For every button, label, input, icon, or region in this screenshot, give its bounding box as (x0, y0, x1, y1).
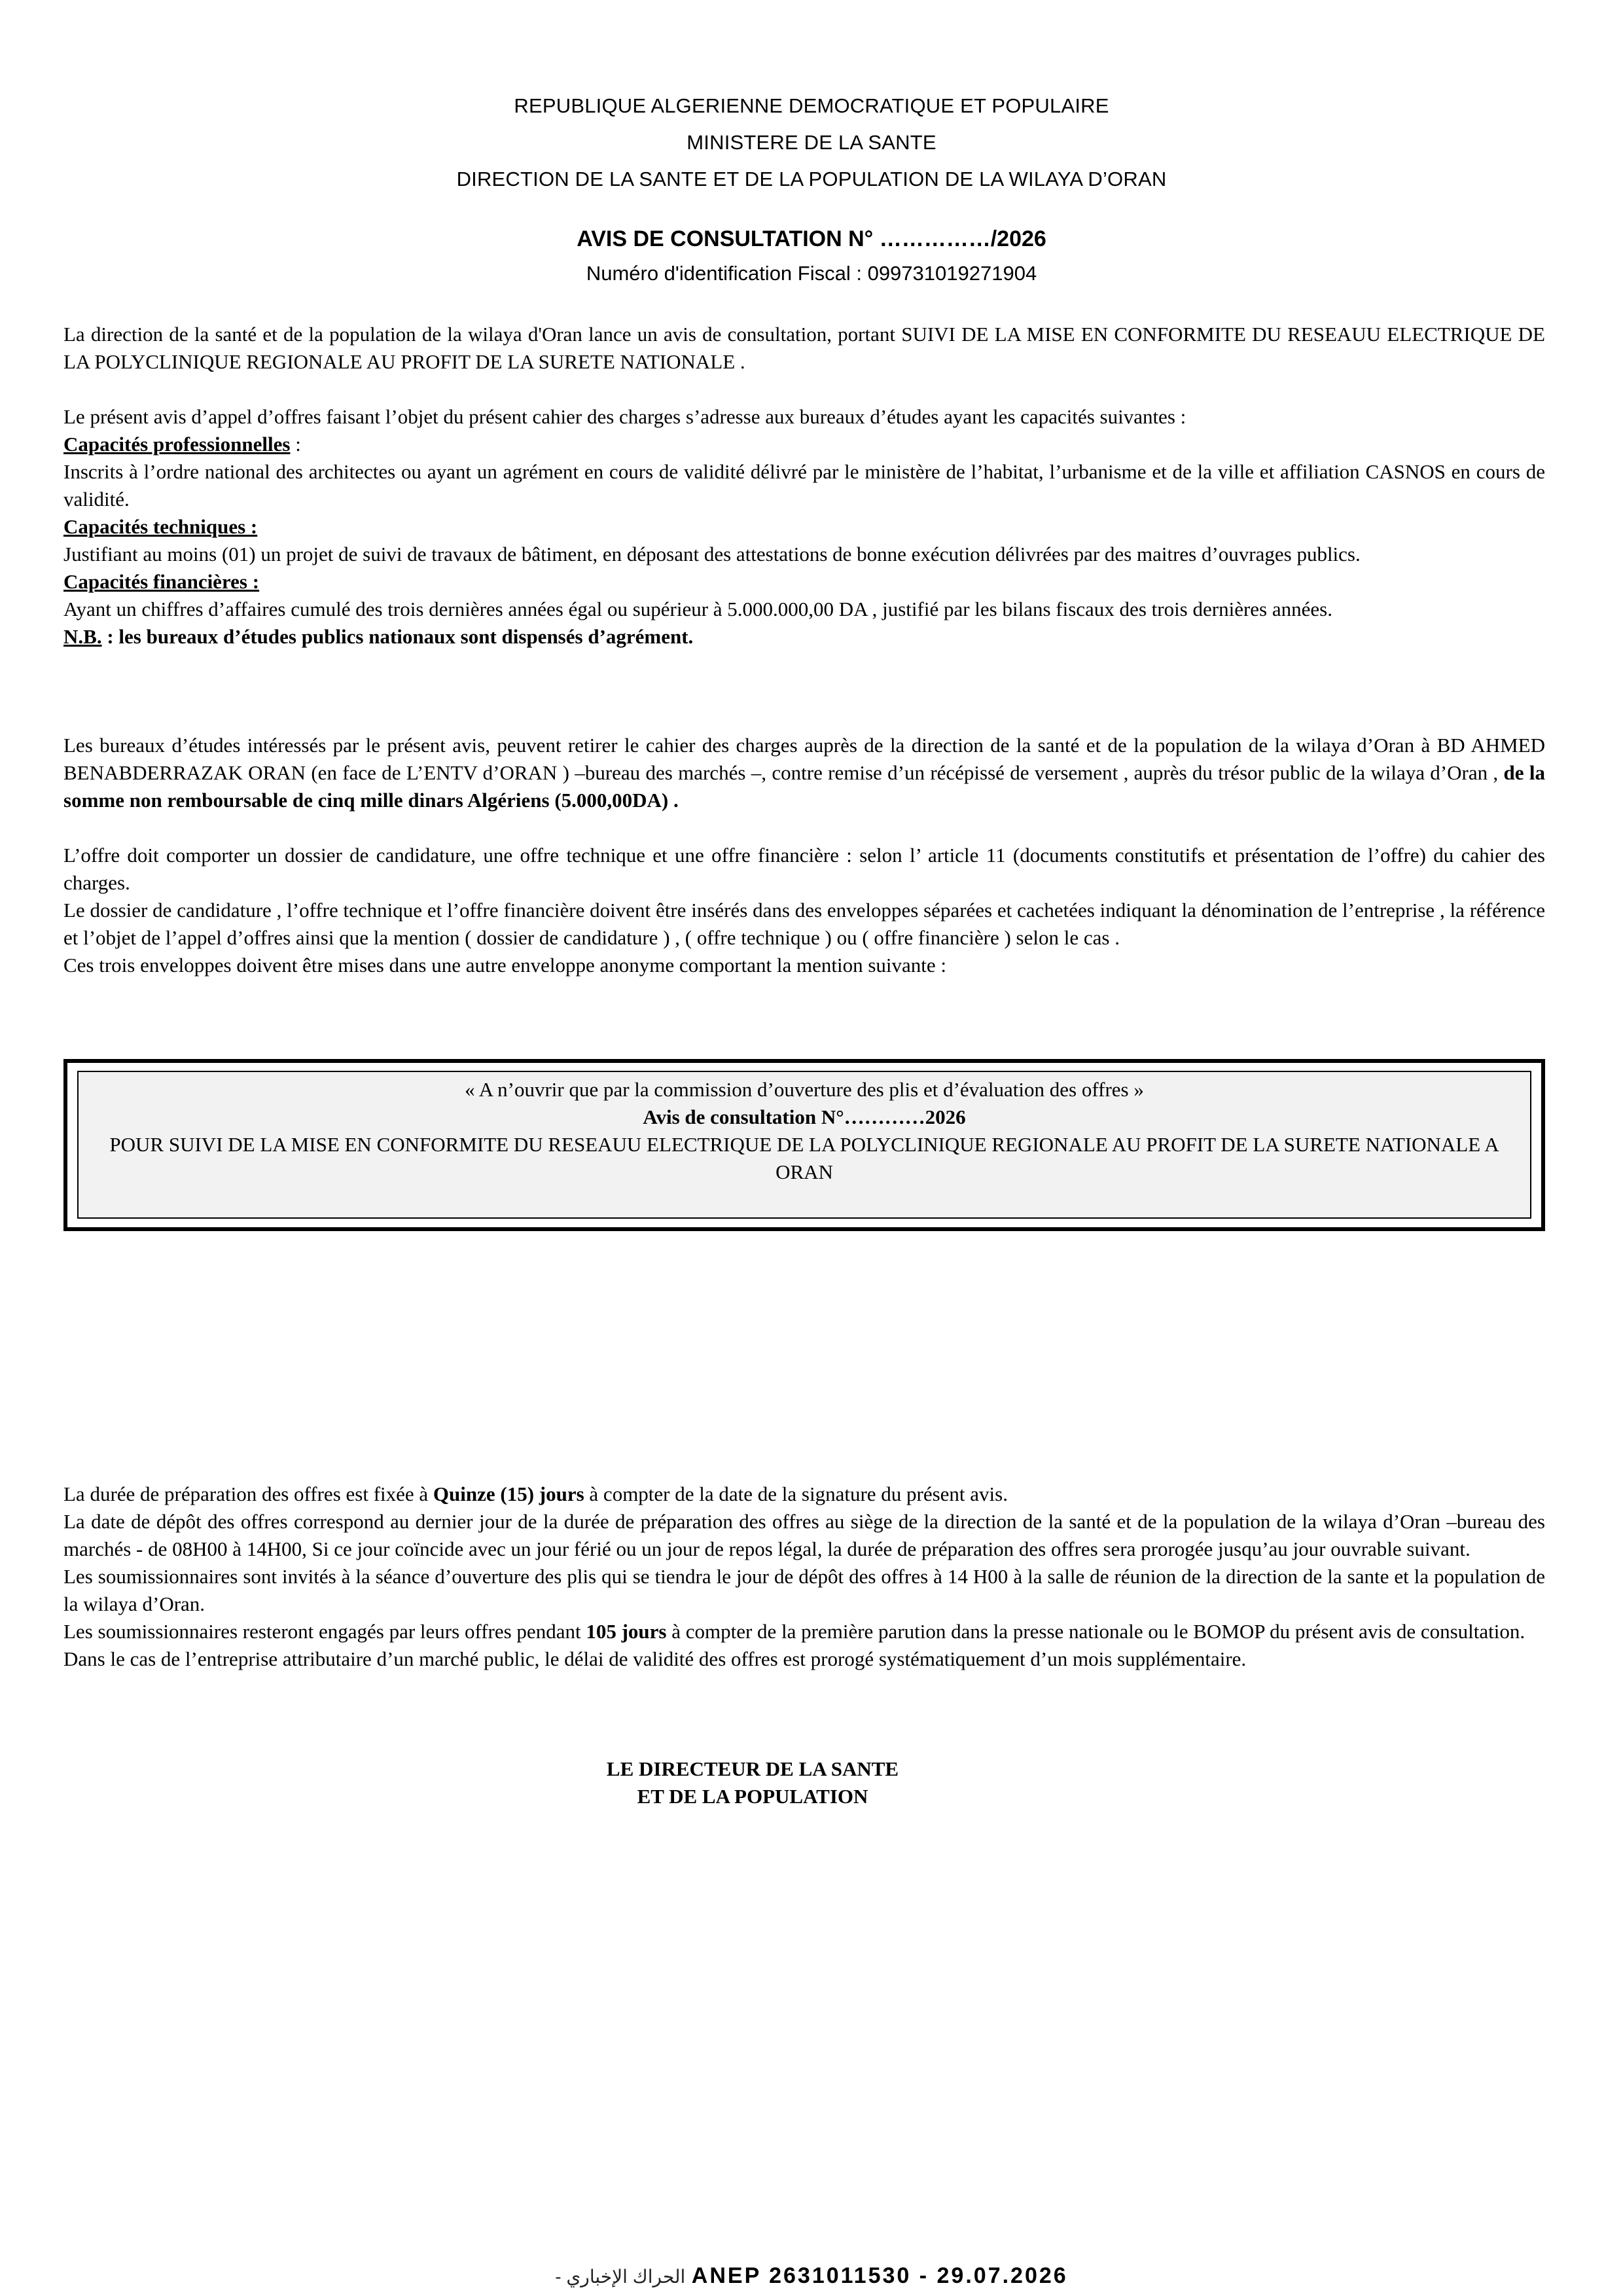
avis-title: AVIS DE CONSULTATION N° ……………/2026 (577, 226, 1046, 251)
offre-paragraph-1: L’offre doit comporter un dossier de candidature, une offre technique et une offre financière : selon l’ article 11 (documents constitutifs et présentation de l’offre) du cahier des charges. (63, 844, 1545, 894)
professional-capacities-title: Capacités professionnelles (63, 433, 291, 456)
capacities-intro: Le présent avis d’appel d’offres faisant l’objet du présent cahier des charges s’adresse aux bureaux d’études ayant les capacités suivantes : (63, 405, 1186, 428)
fiscal-id: Numéro d'identification Fiscal : 099731019271904 (586, 262, 1037, 285)
delais-p4-duration: 105 jours (586, 1620, 667, 1643)
delais-paragraph-2: La date de dépôt des offres correspond au dernier jour de la durée de préparation des offres au siège de la direction de la santé et de la population de la wilaya d’Oran –bureau des marchés - de 08H00 à 14H00, Si ce jour coïncide avec un jour férié ou un jour de repos légal, la durée de préparation des offres sera prorogée jusqu’au jour ouvrable suivant. (63, 1510, 1545, 1560)
signature-line-1: LE DIRECTEUR DE LA SANTE (606, 1757, 899, 1780)
header-ministry: MINISTERE DE LA SANTE (687, 131, 936, 154)
header-republic: REPUBLIQUE ALGERIENNE DEMOCRATIQUE ET POPULAIRE (514, 94, 1109, 117)
delais-p1-text-c: à compter de la date de la signature du présent avis. (584, 1482, 1008, 1505)
retrait-text: Les bureaux d’études intéressés par le présent avis, peuvent retirer le cahier des charges auprès de la direction de la santé et de la population de la wilaya d’Oran à BD AHMED BENABDERRAZAK ORAN (en face de L’ENTV d’ORAN ) –bureau des marchés –, contre remise d’un récépissé de versement , auprès du trésor public de la wilaya d’Oran , (63, 734, 1545, 784)
delais-section (63, 1480, 1545, 1673)
signature-block (458, 1755, 1047, 1810)
retrait-paragraph (63, 732, 1545, 814)
footer-reference (0, 2263, 1623, 2289)
envelope-line-1: « A n’ouvrir que par la commission d’ouverture des plis et d’évaluation des offres » (465, 1078, 1144, 1101)
nb-note (63, 623, 1545, 651)
financial-capacities-title: Capacités financières : (63, 570, 260, 593)
offre-paragraph-2: Le dossier de candidature , l’offre technique et l’offre financière doivent être insérés dans des enveloppes séparées et cachetées indiquant la dénomination de l’entreprise , la référence et l’objet de l’appel d’offres ainsi que la mention ( dossier de candidature ) , ( offre technique ) ou ( offre financière ) selon le cas . (63, 899, 1545, 949)
intro-paragraph: La direction de la santé et de la population de la wilaya d'Oran lance un avis de consultation, portant SUIVI DE LA MISE EN CONFORMITE DU RESEAUU ELECTRIQUE DE LA POLYCLINIQUE REGIONALE AU PROFIT DE LA SURETE NATIONALE . (63, 323, 1545, 373)
professional-capacities-text: Inscrits à l’ordre national des architectes ou ayant un agrément en cours de validité délivré par le ministère de l’habitat, l’urbanisme et de la ville et affiliation CASNOS en cours de validité. (63, 460, 1545, 511)
signature-line-2: ET DE LA POPULATION (637, 1785, 868, 1808)
envelope-mention (98, 1076, 1510, 1186)
capacities-section (63, 403, 1545, 651)
nb-text: : les bureaux d’études publics nationaux sont dispensés d’agrément. (101, 625, 694, 648)
technical-capacities-text: Justifiant au moins (01) un projet de suivi de travaux de bâtiment, en déposant des attestations de bonne exécution délivrées par des maitres d’ouvrages publics. (63, 543, 1361, 565)
technical-capacities-title: Capacités techniques : (63, 515, 258, 538)
envelope-line-3: POUR SUIVI DE LA MISE EN CONFORMITE DU RESEAUU ELECTRIQUE DE LA POLYCLINIQUE REGIONALE AU PROFIT DE LA SURETE NATIONALE A ORAN (109, 1133, 1499, 1183)
retrait-amount: de la somme non remboursable de cinq mille dinars Algériens (5.000,00DA) . (63, 761, 1545, 812)
delais-p4-text-c: à compter de la première parution dans la presse nationale ou le BOMOP du présent avis de consultation. (666, 1620, 1525, 1643)
envelope-line-2: Avis de consultation N°…………2026 (643, 1105, 966, 1128)
nb-label: N.B. (63, 625, 102, 648)
delais-p4-text-a: Les soumissionnaires resteront engagés par leurs offres pendant (63, 1620, 586, 1643)
professional-capacities-heading (63, 431, 1545, 458)
delais-paragraph-1 (63, 1480, 1545, 1508)
professional-capacities-colon: : (290, 433, 301, 456)
delais-paragraph-4 (63, 1618, 1545, 1645)
footer-newspaper-name: الحراك الإخباري - (555, 2267, 686, 2287)
delais-paragraph-3: Les soumissionnaires sont invités à la séance d’ouverture des plis qui se tiendra le jour de dépôt des offres à 14 H00 à la salle de réunion de la direction de la sante et la population de la wilaya d’Oran. (63, 1565, 1545, 1615)
footer-anep-ref: ANEP 2631011530 - 29.07.2026 (691, 2263, 1068, 2288)
financial-capacities-text: Ayant un chiffres d’affaires cumulé des trois dernières années égal ou supérieur à 5.000.000,00 DA , justifié par les bilans fiscaux des trois dernières années. (63, 598, 1332, 620)
delais-p1-duration: Quinze (15) jours (433, 1482, 584, 1505)
offre-section (63, 842, 1545, 979)
header-direction: DIRECTION DE LA SANTE ET DE LA POPULATION DE LA WILAYA D’ORAN (456, 168, 1167, 190)
delais-paragraph-5: Dans le cas de l’entreprise attributaire d’un marché public, le délai de validité des offres est prorogé systématiquement d’un mois supplémentaire. (63, 1647, 1247, 1670)
delais-p1-text-a: La durée de préparation des offres est fixée à (63, 1482, 433, 1505)
offre-paragraph-3: Ces trois enveloppes doivent être mises dans une autre enveloppe anonyme comportant la mention suivante : (63, 954, 946, 977)
